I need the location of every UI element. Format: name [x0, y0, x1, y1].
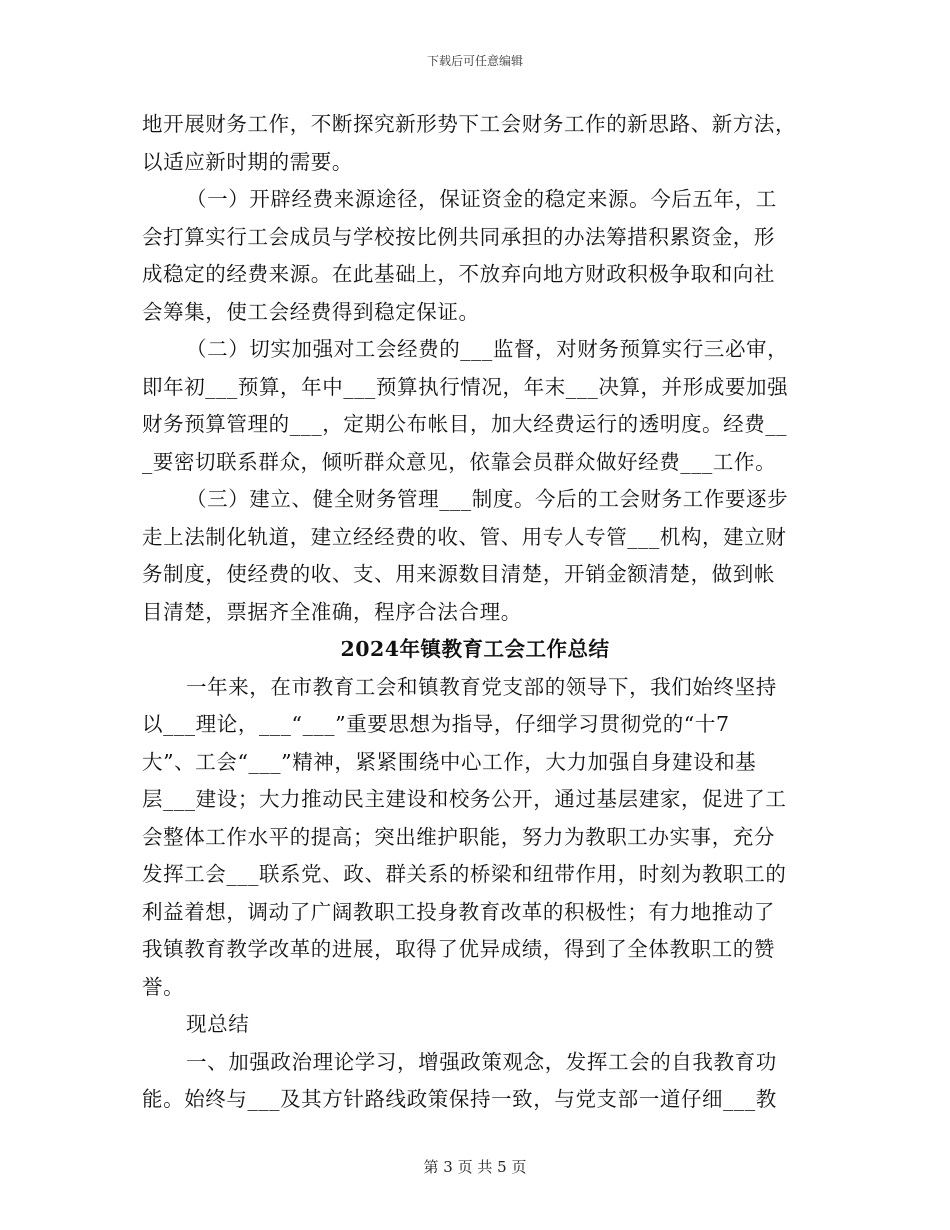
body-line: 以适应新时期的需要。: [142, 149, 353, 174]
body-line: 走上法制化轨道，建立经经费的收、管、用专人专管___机构，建立财: [142, 524, 787, 549]
section-line: 以___理论，___“___”重要思想为指导，仔细学习贯彻党的“十7: [142, 712, 730, 736]
section-line: 会整体工作水平的提高；突出维护职能，努力为教职工办实事，充分: [142, 824, 775, 849]
body-line: 目清楚，票据齐全准确，程序合法合理。: [142, 599, 522, 624]
body-line: 成稳定的经费来源。在此基础上，不放弃向地方财政积极争取和向社: [142, 262, 775, 286]
page-number-footer: 第 3 页 共 5 页: [423, 1158, 527, 1176]
document-body: [142, 106, 808, 1119]
section-paragraphs: [142, 669, 808, 1119]
body-line: 会筹集，使工会经费得到稳定保证。: [142, 299, 480, 324]
body-line: 地开展财务工作，不断探究新形势下工会财务工作的新思路、新方法，: [142, 112, 797, 136]
body-line: （一）开辟经费来源途径，保证资金的稳定来源。今后五年，工: [186, 187, 777, 211]
section-line: 现总结: [186, 1012, 250, 1036]
section-line: 一年来，在市教育工会和镇教育党支部的领导下，我们始终坚持: [186, 674, 777, 699]
body-line: _要密切联系群众，倾听群众意见，依靠会员群众做好经费___工作。: [142, 449, 777, 474]
body-line: 务制度，使经费的收、支、用来源数目清楚，开销金额清楚，做到帐: [142, 562, 775, 586]
section-line: 誉。: [142, 974, 185, 999]
body-paragraphs: [142, 106, 808, 631]
section-line: 一、加强政治理论学习，增强政策观念，发挥工会的自我教育功: [186, 1049, 777, 1074]
section-line: 层___建设；大力推动民主建设和校务公开，通过基层建家，促进了工: [142, 787, 787, 811]
body-line: 会打算实行工会成员与学校按比例共同承担的办法筹措积累资金，形: [142, 224, 775, 249]
body-line: 即年初___预算，年中___预算执行情况，年末___决算，并形成要加强: [142, 374, 789, 399]
section-title: 2024年镇教育工会工作总结: [340, 637, 610, 661]
page-header-note: 下载后可任意编辑: [426, 54, 523, 68]
body-line: 财务预算管理的___，定期公布帐目，加大经费运行的透明度。经费__: [142, 412, 788, 436]
section-line: 发挥工会___联系党、政、群关系的桥梁和纽带作用，时刻为教职工的: [142, 862, 787, 886]
section-line: 我镇教育教学改革的进展，取得了优异成绩，得到了全体教职工的赞: [142, 937, 775, 961]
section-line: 大”、工会“___”精神，紧紧围绕中心工作，大力加强自身建设和基: [142, 749, 757, 774]
body-line: （三）建立、健全财务管理___制度。今后的工会财务工作要逐步: [186, 487, 789, 511]
section-line: 利益着想，调动了广阔教职工投身教育改革的积极性；有力地推动了: [142, 899, 775, 924]
body-line: （二）切实加强对工会经费的___监督，对财务预算实行三必审，: [186, 337, 789, 361]
section-line: 能。始终与___及其方针路线政策保持一致，与党支部一道仔细___教: [142, 1087, 777, 1111]
